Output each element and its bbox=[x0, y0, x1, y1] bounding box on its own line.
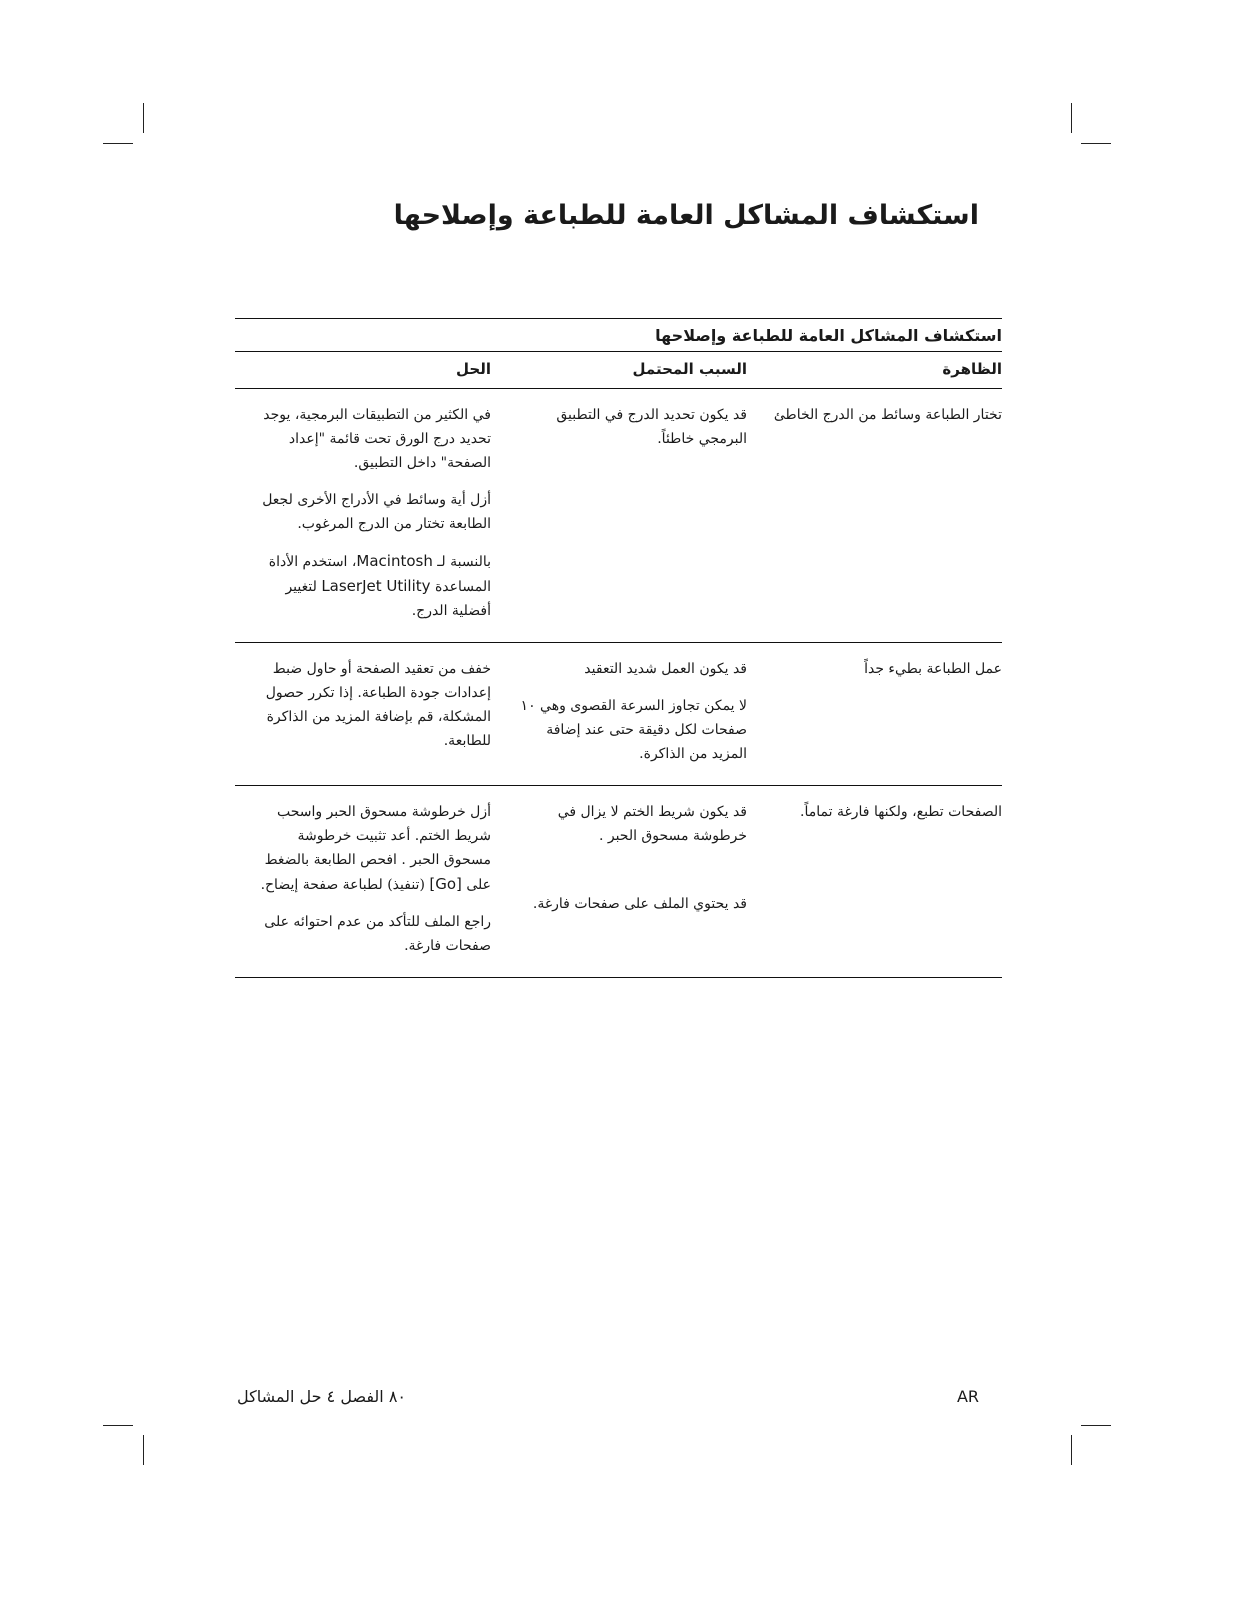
crop-mark bbox=[1081, 143, 1111, 144]
macintosh-term: Macintosh bbox=[356, 552, 433, 570]
symptom-text: عمل الطباعة بطيء جداً bbox=[864, 661, 1002, 677]
crop-mark bbox=[1081, 1425, 1111, 1426]
solution-text-mac: بالنسبة لـ Macintosh، استخدم الأداة المساعدة LaserJet Utility لتغيير أفضلية الدرج. bbox=[268, 552, 491, 619]
table-row bbox=[235, 388, 1002, 642]
symptom-text: الصفحات تطبع، ولكنها فارغة تماماً. bbox=[800, 804, 1002, 820]
solution-text: خفف من تعقيد الصفحة أو حاول ضبط إعدادات جودة الطباعة. إذا تكرر حصول المشكلة، قم بإضافة المزيد من الذاكرة للطابعة. bbox=[265, 661, 491, 749]
crop-mark bbox=[143, 1435, 144, 1465]
cause-text: قد يحتوي الملف على صفحات فارغة. bbox=[532, 896, 747, 912]
crop-mark bbox=[1071, 1435, 1072, 1465]
cause-text: قد يكون شريط الختم لا يزال في خرطوشة مسحوق الحبر . bbox=[557, 804, 747, 844]
table-header-row bbox=[235, 351, 1002, 388]
solution-text: راجع الملف للتأكد من عدم احتوائه على صفحات فارغة. bbox=[264, 914, 491, 954]
crop-mark bbox=[103, 1425, 133, 1426]
header-symptom: الظاهرة bbox=[942, 360, 1002, 378]
footer-lang: AR bbox=[956, 1387, 979, 1406]
crop-mark bbox=[103, 143, 133, 144]
troubleshooting-table bbox=[235, 318, 1002, 978]
symptom-text: تختار الطباعة وسائط من الدرج الخاطئ bbox=[773, 407, 1002, 423]
laserjet-utility-term: LaserJet Utility bbox=[321, 577, 431, 595]
cause-text: لا يمكن تجاوز السرعة القصوى وهي ١٠ صفحات لكل دقيقة حتى عند إضافة المزيد من الذاكرة. bbox=[520, 698, 747, 762]
page-title: استكشاف المشاكل العامة للطباعة وإصلاحها bbox=[393, 200, 979, 231]
table-caption: استكشاف المشاكل العامة للطباعة وإصلاحها bbox=[655, 326, 1002, 345]
go-key-term: [Go] bbox=[429, 875, 462, 893]
crop-mark bbox=[1071, 103, 1072, 133]
footer-chapter: ٨٠ الفصل ٤ حل المشاكل bbox=[237, 1387, 406, 1406]
header-cause: السبب المحتمل bbox=[632, 360, 747, 378]
table-row bbox=[235, 785, 1002, 978]
cause-text: قد يكون تحديد الدرج في التطبيق البرمجي خاطئاً. bbox=[556, 407, 747, 447]
header-solution: الحل bbox=[456, 360, 491, 378]
crop-mark bbox=[143, 103, 144, 133]
solution-text: أزل أية وسائط في الأدراج الأخرى لجعل الطابعة تختار من الدرج المرغوب. bbox=[262, 492, 491, 532]
solution-text-go: أزل خرطوشة مسحوق الحبر واسحب شريط الختم. أعد تثبيت خرطوشة مسحوق الحبر . افحص الطابعة بالضغط على [Go] (تنفيذ) لطباعة صفحة إيضاح. bbox=[260, 804, 491, 893]
table-row bbox=[235, 642, 1002, 785]
solution-text: في الكثير من التطبيقات البرمجية، يوجد تحديد درج الورق تحت قائمة "إعداد الصفحة" داخل التطبيق. bbox=[263, 407, 491, 471]
cause-text: قد يكون العمل شديد التعقيد bbox=[584, 661, 747, 677]
